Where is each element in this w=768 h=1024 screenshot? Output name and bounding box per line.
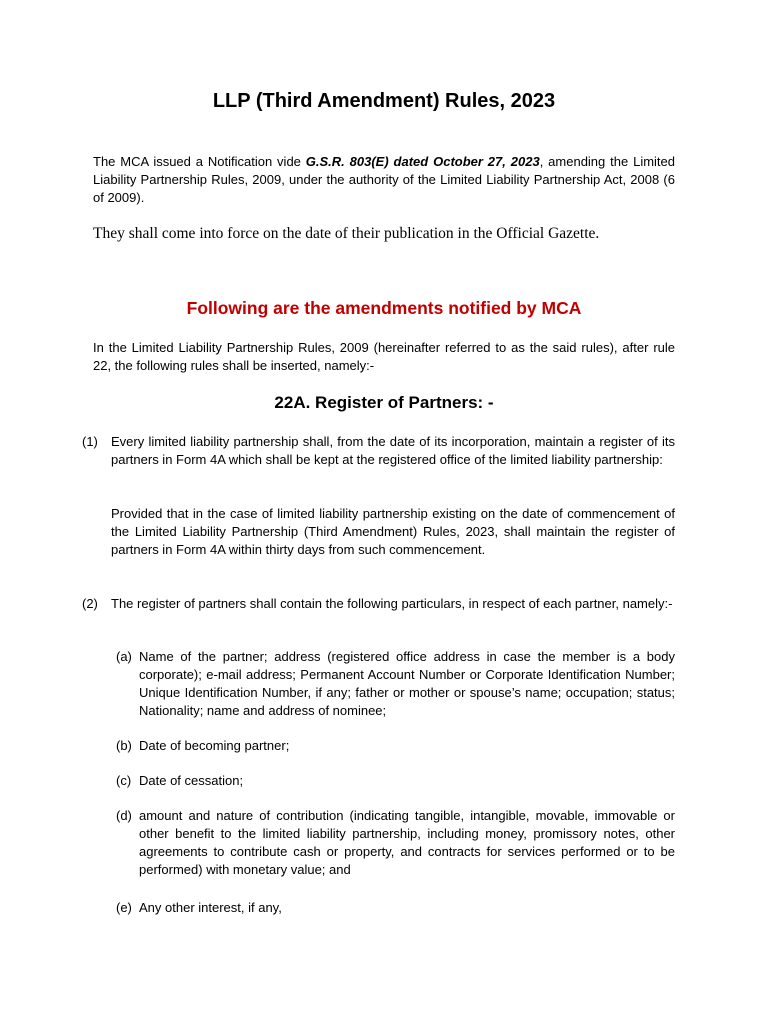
amendments-heading: Following are the amendments notified by MCA xyxy=(186,298,582,318)
item-text: amount and nature of contribution (indicating tangible, intangible, movable, immovable or other benefit to the limited liability partnership, including money, promissory notes, other agreements to contribute cash or property, and contracts for services performed or to be performed) with monetary value; and xyxy=(139,808,675,877)
item-label: (a) xyxy=(116,649,132,664)
item-label: (e) xyxy=(116,900,132,915)
clause-number: (1) xyxy=(82,434,98,449)
intro-suffix: , amending the Limited Liability Partnership Rules, 2009, under the authority of the Limited Liability Partnership Act, 2008 (6 of 2009). xyxy=(93,154,675,205)
intro-prefix: The MCA issued a Notification vide xyxy=(93,154,306,169)
item-label: (b) xyxy=(116,738,132,753)
clause-proviso: Provided that in the case of limited liability partnership existing on the date of commencement of the Limited Liability Partnership (Third Amendment) Rules, 2023, shall maintain the register of partners in Form 4A within thirty days from such commencement. xyxy=(111,506,675,557)
item-text: Name of the partner; address (registered office address in case the member is a body corporate); e-mail address; Permanent Account Number or Corporate Identification Number; Unique Identification Number, if any; father or mother or spouse’s name; occupation; status; Nationality; name and address of nominee; xyxy=(139,649,675,718)
clause-text: The register of partners shall contain the following particulars, in respect of each partner, namely:- xyxy=(111,596,673,611)
intro-paragraph xyxy=(93,153,675,207)
notification-reference: G.S.R. 803(E) dated October 27, 2023 xyxy=(305,154,540,169)
item-label: (d) xyxy=(116,808,132,823)
rule-heading: 22A. Register of Partners: - xyxy=(274,393,494,412)
item-label: (c) xyxy=(116,773,132,788)
item-text: Date of cessation; xyxy=(139,773,244,788)
item-text: Any other interest, if any, xyxy=(139,900,282,915)
force-note: They shall come into force on the date of their publication in the Official Gazette. xyxy=(93,225,600,242)
insert-paragraph: In the Limited Liability Partnership Rules, 2009 (hereinafter referred to as the said rules), after rule 22, the following rules shall be inserted, namely:- xyxy=(93,340,675,373)
clause-text: Every limited liability partnership shall, from the date of its incorporation, maintain a register of its partners in Form 4A which shall be kept at the registered office of the limited liability partnership: xyxy=(111,434,675,467)
item-text: Date of becoming partner; xyxy=(139,738,290,753)
clause-number: (2) xyxy=(82,596,98,611)
page-title: LLP (Third Amendment) Rules, 2023 xyxy=(212,90,556,112)
